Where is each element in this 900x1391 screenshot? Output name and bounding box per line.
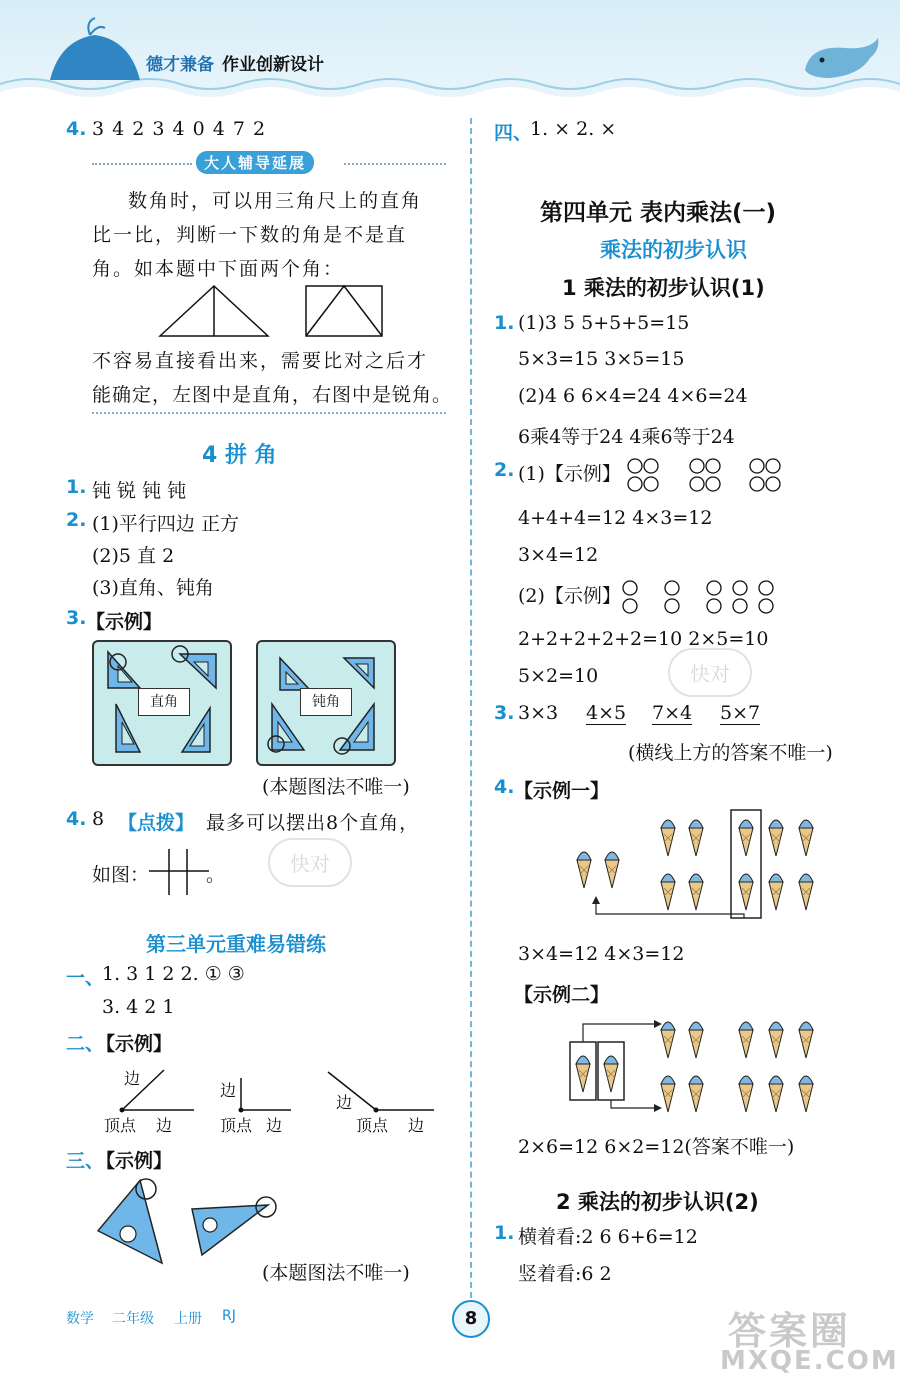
l-q3-title: 【示例】 (86, 611, 163, 633)
l-q3-note: (本题图法不唯一) (262, 776, 410, 798)
l-q2-line3: (3)直角、钝角 (92, 577, 214, 599)
s4-label: 四、 (494, 122, 533, 144)
watermark-stamp-right: 快对 (668, 648, 752, 697)
r-q5-line2: 竖着看:6 2 (518, 1263, 612, 1285)
angle2-side-a: 边 (220, 1081, 237, 1100)
lesson4-title: 4 拼 角 (202, 443, 277, 468)
r-q1-label: 1. (494, 312, 515, 334)
footer-subject: 数学 (66, 1311, 94, 1327)
angle3-vertex: 顶点 (356, 1116, 389, 1135)
section-title: 乘法的初步认识 (600, 238, 747, 262)
wave-decoration (0, 0, 900, 100)
tip-line-left (92, 163, 192, 165)
l-q4b-hint: 最多可以摆出8个直角， (206, 812, 420, 834)
lesson2-title: 2 乘法的初步认识(2) (556, 1190, 759, 1214)
r-q2-part2: (2)【示例】 (518, 585, 621, 607)
panel-right-angle (92, 640, 232, 766)
l-q4b-num: 8 (92, 808, 105, 830)
brand-name: 德才兼备 (146, 55, 214, 75)
page-header (0, 0, 900, 100)
s1-line2: 3. 4 2 1 (102, 996, 175, 1018)
l-q3-label: 3. (66, 607, 87, 629)
footer-edition: RJ (222, 1308, 236, 1324)
tip-figures (156, 280, 396, 342)
r-q1-line1: (1)3 5 5+5+5=15 (518, 312, 690, 334)
r-q3-item1: 3×3 (518, 702, 559, 724)
panel-obtuse-angle (256, 640, 396, 766)
watermark-site: MXQE.COM (720, 1346, 899, 1376)
r-q4-ex2-eq: 2×6=12 6×2=12(答案不唯一) (518, 1136, 795, 1158)
angle1-vertex: 顶点 (104, 1116, 137, 1135)
watermark-stamp-left: 快对 (268, 838, 352, 887)
s1-line1: 1. 3 1 2 2. ① ③ (102, 963, 245, 985)
s4-answer: 1. × 2. × (530, 118, 617, 140)
r-q4-ex1-eq: 3×4=12 4×3=12 (518, 943, 685, 965)
r-q4-example2: 【示例二】 (514, 984, 610, 1006)
s2-label: 二、 (66, 1033, 105, 1055)
r-q3-label: 3. (494, 702, 515, 724)
r-q5-label: 1. (494, 1222, 515, 1244)
r-q3-note: (横线上方的答案不唯一) (628, 742, 833, 764)
l-q4b-label: 4. (66, 808, 87, 830)
r-q1-line3: (2)4 6 6×4=24 4×6=24 (518, 385, 748, 407)
tip-text-1: 数角时，可以用三角尺上的直角 (128, 190, 423, 212)
l-q2-line1: (1)平行四边 正方 (92, 513, 239, 535)
r-q1-line4: 6乘4等于24 4乘6等于24 (518, 426, 735, 448)
watermark-big: 答案圈 (728, 1309, 852, 1353)
tip-title: 大人辅导延展 (196, 151, 314, 174)
set-square-figures (96, 1175, 296, 1265)
tip-text-3: 角。如本题中下面两个角： (92, 258, 345, 280)
s1-label: 一、 (66, 967, 105, 989)
angle2-vertex: 顶点 (220, 1116, 253, 1135)
r-q4-label: 4. (494, 776, 515, 798)
angle1-side-a: 边 (124, 1069, 141, 1088)
left-q4-answer: 3 4 2 3 4 0 4 7 2 (92, 118, 267, 140)
ice-cream-figure-1 (566, 808, 836, 923)
s3-label: 三、 (66, 1150, 105, 1172)
s2-title: 【示例】 (96, 1033, 173, 1055)
r-q2-line2: 3×4=12 (518, 544, 599, 566)
panel1-tag: 直角 (138, 688, 190, 716)
angle1-side-b: 边 (156, 1116, 173, 1135)
r-q3-item4: 5×7 (720, 702, 761, 724)
r-q3-item2: 4×5 (586, 702, 627, 724)
r-q3-item3: 7×4 (652, 702, 693, 724)
tip-text-4: 不容易直接看出来，需要比对之后才 (92, 350, 429, 372)
lesson1-title: 1 乘法的初步认识(1) (562, 276, 765, 300)
r-q2-line4: 5×2=10 (518, 665, 599, 687)
angle3-side-b: 边 (408, 1116, 425, 1135)
r-q5-line1: 横着看:2 6 6+6=12 (518, 1226, 698, 1248)
angle2-side-b: 边 (266, 1116, 283, 1135)
column-divider (470, 118, 472, 1298)
left-q4-label: 4. (66, 118, 87, 140)
l-q1-answer: 钝 锐 钝 钝 (92, 480, 187, 502)
panel2-tag: 钝角 (300, 688, 352, 716)
cross-lines-figure (145, 847, 215, 897)
tip-bottom-line (92, 412, 446, 414)
circle-groups-2x5 (620, 578, 780, 618)
angle3-side-a: 边 (336, 1093, 353, 1112)
l-q4b-hint-tag: 【点拨】 (118, 812, 195, 834)
s3-title: 【示例】 (96, 1150, 173, 1172)
r-q1-line2: 5×3=15 3×5=15 (518, 348, 685, 370)
r-q2-line3: 2+2+2+2+2=10 2×5=10 (518, 628, 769, 650)
r-q2-line1: 4+4+4=12 4×3=12 (518, 507, 713, 529)
footer-volume: 上册 (174, 1311, 202, 1327)
tip-text-2: 比一比，判断一下数的角是不是直 (92, 224, 408, 246)
footer-grade: 二年级 (112, 1311, 154, 1327)
l-q2-label: 2. (66, 509, 87, 531)
tip-text-5: 能确定，左图中是直角，右图中是锐角。 (92, 384, 453, 406)
l-q1-label: 1. (66, 476, 87, 498)
r-q2-part1: (1)【示例】 (518, 463, 621, 485)
r-q2-label: 2. (494, 459, 515, 481)
circle-groups-4x3 (626, 456, 796, 496)
l-q4b-figure-label: 如图： (92, 864, 150, 886)
r-q4-example1: 【示例一】 (514, 780, 610, 802)
series-name: 作业创新设计 (222, 55, 324, 75)
page-number: 8 (452, 1300, 490, 1338)
ice-cream-figure-2 (566, 1012, 836, 1127)
unit4-title: 第四单元 表内乘法(一) (540, 200, 777, 226)
tip-line-right (344, 163, 446, 165)
angle-figures (96, 1066, 446, 1116)
whale-icon (800, 30, 890, 90)
l-q2-line2: (2)5 直 2 (92, 545, 175, 567)
l-q4b-end: 。 (206, 864, 226, 886)
unit3-title: 第三单元重难易错练 (146, 932, 326, 956)
s3-note: (本题图法不唯一) (262, 1262, 410, 1284)
